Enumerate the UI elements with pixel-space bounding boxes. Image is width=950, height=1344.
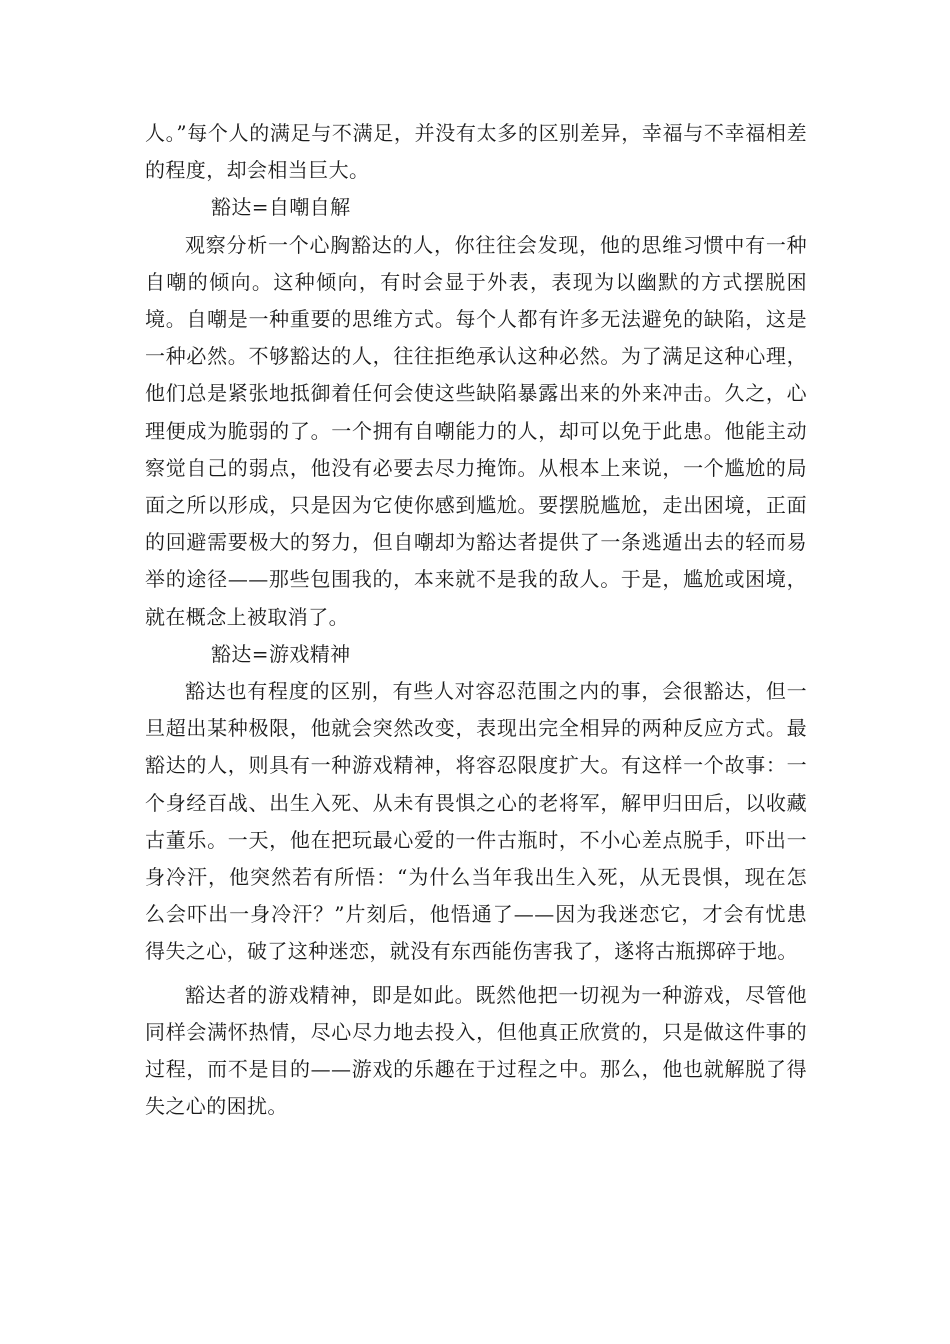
section-heading-game-spirit: 豁达=游戏精神 (211, 641, 351, 666)
paragraph-self-mockery: 观察分析一个心胸豁达的人，你往往会发现，他的思维习惯中有一种自嘲的倾向。这种倾向，有时会显于外表，表现为以幽默的方式摆脱困境。自嘲是一种重要的思维方式。每个人都有许多无法避免的缺陷，这是一种必然。不够豁达的人，往往拒绝承认这种必然。为了满足这种心理，他们总是紧张地抵御着任何会使这些缺陷暴露出来的外来冲击。久之，心理便成为脆弱的了。一个拥有自嘲能力的人，却可以免于此患。他能主动察觉自己的弱点，他没有必要去尽力掩饰。从根本上来说，一个尴尬的局面之所以形成，只是因为它使你感到尴尬。要摆脱尴尬，走出困境，正面的回避需要极大的努力，但自嘲却为豁达者提供了一条逃遁出去的轻而易举的途径——那些包围我的，本来就不是我的敌人。于是，尴尬或困境，就在概念上被取消了。 (145, 232, 807, 629)
paragraph-game-spirit: 豁达也有程度的区别，有些人对容忍范围之内的事，会很豁达，但一旦超出某种极限，他就会突然改变，表现出完全相异的两种反应方式。最豁达的人，则具有一种游戏精神，将容忍限度扩大。有这样一个故事：一个身经百战、出生入死、从未有畏惧之心的老将军，解甲归田后，以收藏古董乐。一天，他在把玩最心爱的一件古瓶时，不小心差点脱手，吓出一身冷汗，他突然若有所悟：“为什么当年我出生入死，从无畏惧，现在怎么会吓出一身冷汗？”片刻后，他悟通了——因为我迷恋它，才会有忧患得失之心，破了这种迷恋，就没有东西能伤害我了，遂将古瓶掷碎于地。 (145, 679, 807, 964)
section-heading-self-mockery: 豁达=自嘲自解 (211, 195, 351, 220)
paragraph-continuation: 人。”每个人的满足与不满足，并没有太多的区别差异，幸福与不幸福相差的程度，却会相当巨大。 (145, 121, 807, 183)
body-text (145, 115, 807, 1125)
paragraph-conclusion: 豁达者的游戏精神，即是如此。既然他把一切视为一种游戏，尽管他同样会满怀热情，尽心尽力地去投入，但他真正欣赏的，只是做这件事的过程，而不是目的——游戏的乐趣在于过程之中。那么，他也就解脱了得失之心的困扰。 (145, 982, 807, 1119)
